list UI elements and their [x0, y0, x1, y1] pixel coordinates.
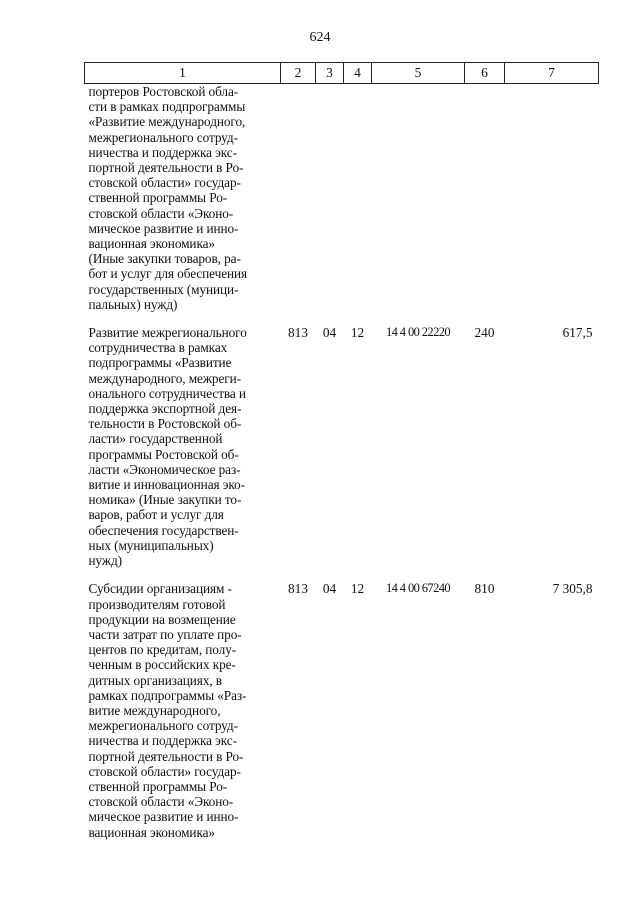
row-spacer: [85, 568, 599, 578]
header-col-3: 3: [316, 63, 344, 84]
table-row: [85, 578, 599, 839]
header-col-4: 4: [344, 63, 372, 84]
row-description: Субсидии организациям - производителям готовой продукции на возмещение части затрат по уплате про- центов по кредитам, полу- ченным в российских кре- дитных организациях, в рамках подпрограммы «Раз- витие международного, межрегионального сотруд- ничества и поддержка экс- портной деятельности в Ро- стовской области» государ- ственной программы Ро- стовской области «Эконо- мическое развитие и инно- вационная экономика»: [88, 581, 247, 840]
header-col-2: 2: [281, 63, 316, 84]
table-row: [85, 322, 599, 568]
row-amount: 7 305,8: [552, 581, 593, 597]
table-row: [85, 84, 599, 313]
header-col-7: 7: [505, 63, 599, 84]
header-col-1: 1: [85, 63, 281, 84]
row-description: Развитие межрегионального сотрудничества в рамках подпрограммы «Развитие международного, межреги- онального сотрудничества и поддержка экспортной дея- тельности в Ростовской об- ласти» государственной программы Ростовской об- ласти «Экономическое раз- витие и инновационная эко- номика» (Иные закупки то- варов, работ и услуг для обеспечения государствен- ных (муниципальных) нужд): [88, 325, 247, 569]
page-number: 624: [309, 30, 331, 45]
row-ministry: 813: [288, 325, 308, 341]
budget-table: [84, 62, 599, 840]
table-header: [85, 63, 599, 84]
header-col-5: 5: [372, 63, 465, 84]
row-ministry: [281, 84, 316, 313]
row-subsection: 12: [350, 581, 365, 597]
row-expense-type: 810: [474, 581, 495, 597]
row-target-article: 14 4 00 67240: [385, 581, 451, 596]
row-target-article: 14 4 00 22220: [385, 325, 451, 340]
row-target-article: [372, 84, 465, 313]
row-subsection: 12: [350, 325, 365, 341]
row-section: 04: [322, 325, 337, 341]
row-amount: [505, 84, 599, 313]
row-expense-type: [465, 84, 505, 313]
row-subsection: [344, 84, 372, 313]
row-amount: 617,5: [562, 325, 593, 341]
row-ministry: 813: [288, 581, 308, 597]
row-description: портеров Ростовской обла- сти в рамках подпрограммы «Развитие международного, межрегионального сотруд- ничества и поддержка экс- портной деятельности в Ро- стовской области» государ- ственной программы Ро- стовской области «Эконо- мическое развитие и инно- вационная экономика» (Иные закупки товаров, ра- бот и услуг для обеспечения государственных (муници- пальных) нужд): [88, 84, 248, 312]
row-expense-type: 240: [474, 325, 495, 341]
header-col-6: 6: [465, 63, 505, 84]
row-section: 04: [322, 581, 337, 597]
row-section: [316, 84, 344, 313]
row-spacer: [85, 312, 599, 322]
